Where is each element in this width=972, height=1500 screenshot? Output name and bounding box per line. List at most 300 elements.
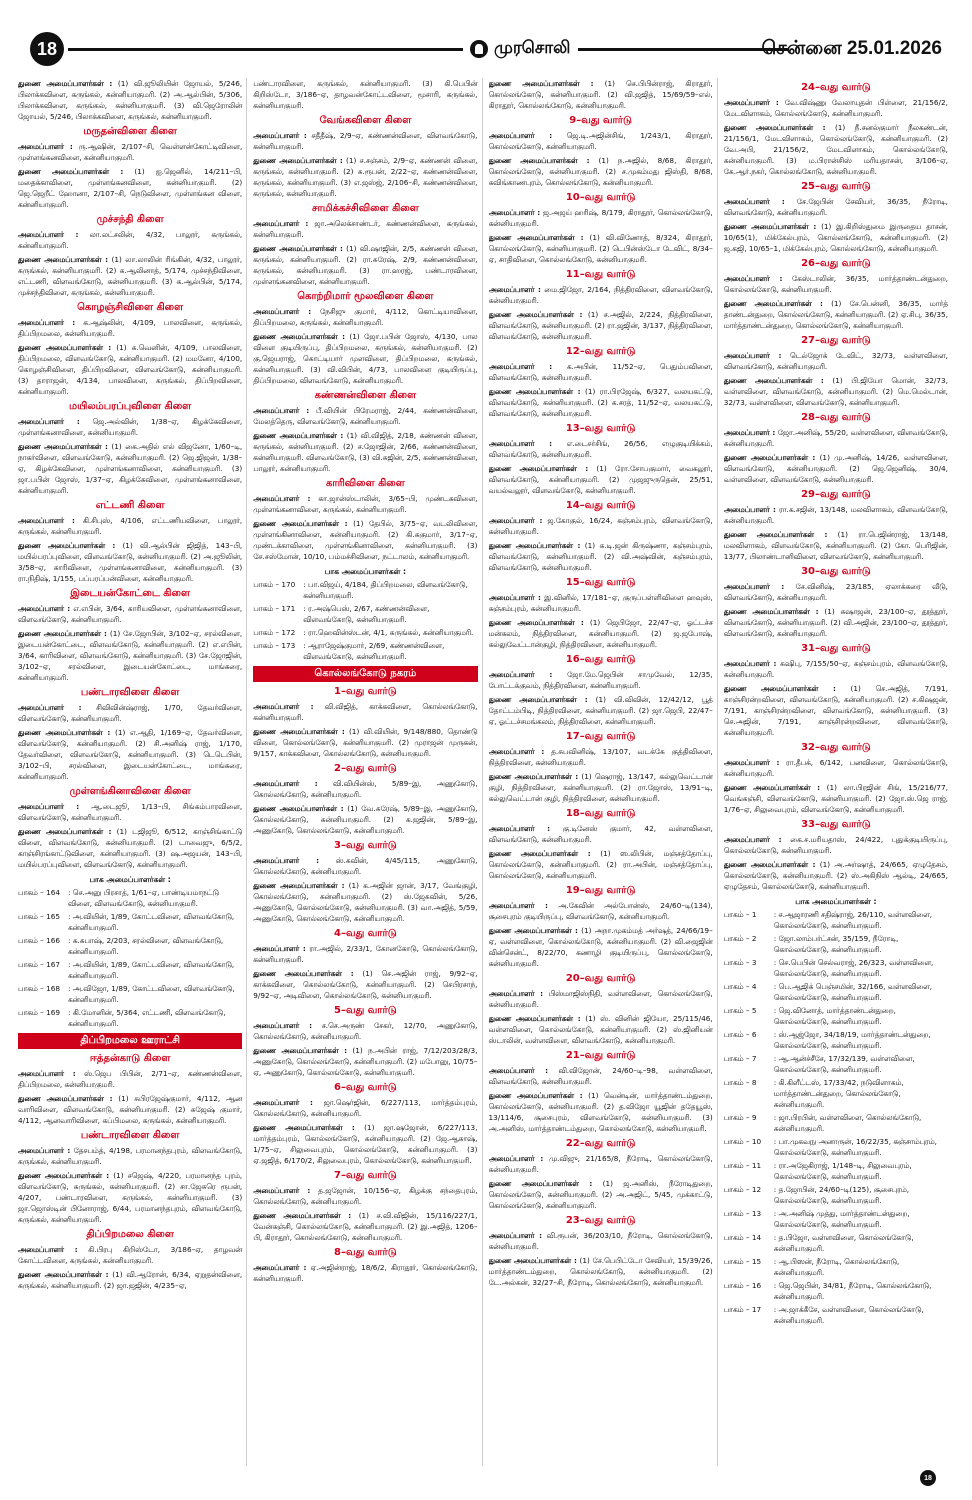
booth-number: பாகம் – 8 <box>723 1078 757 1087</box>
organiser-details: (1) ஜோ.பபின் ஜோஸ், 4/130, பால விளை குடியிருப்பு, திப்பிறமலை, கருங்கல், கன்னியாகுமரி. (2) கு.ஜெயராஜ், கொட்டியார் முளவிளை, திப்பிறமலை, கருங்கல், கன்னியாகுமரி. (3) வி.விபின், 4/73, பாலவிளை குடியிருப்பு, திப்பிறமலை, விளவங்கோடு, கன்னியாகுமரி. <box>253 332 478 385</box>
organiser-details: கி.சிபுஸ், 4/106, எட்டணியவிளை, பாலூர், கருங்கல், கன்னியாகுமரி. <box>18 516 243 536</box>
booth-entry <box>724 1053 948 1075</box>
organiser-entry <box>253 130 477 152</box>
section-heading: 25–வது வார்டு <box>801 181 871 192</box>
organiser-details: மை.ஜிஜோ, 2/164, நித்திரவிளை, விளவங்கோடு, கன்னியாகுமரி. <box>488 285 713 305</box>
role-label: துணை அமைப்பாளர்கள் : <box>18 79 113 88</box>
section-heading: 22–வது வார்டு <box>565 1138 636 1149</box>
organiser-entry <box>489 386 713 419</box>
organiser-details: (1) வென்டின், மார்த்தாண்டம்துறை, கொல்லங்கோடு, கன்னியாகுமரி. (2) த.விஜோ யூஜின் ததேயூஸ், 13/114/6, சூசைபுரம், விளவங்கோடு, கன்னியாகுமரி. (3) அ.அனிஸ், மார்த்தாண்டம்துறை, கொல்லங்கோடு, கன்னியாகுமரி. <box>488 1091 713 1133</box>
role-label: அமைப்பாளர் : <box>488 131 553 140</box>
booth-organiser: : ஜெ.ஜெபின், 34/81, நீரோடி, கொல்லங்கோடு, கன்னியாகுமரி. <box>773 1281 932 1301</box>
organiser-details: (1) லா.பிரஜின் சிங், 15/216/77, வெங்கஞ்சி, விளவங்கோடு, கன்னியாகுமரி. (2) ஜோ.ஸ்.ஜெ ராஜ், 1/76–ஏ, சிலுவைபுரம், விளவங்கோடு, கன்னியாகுமரி. <box>723 783 948 814</box>
role-label: அமைப்பாளர் : <box>253 1263 307 1272</box>
organiser-entry <box>489 925 713 969</box>
organiser-entry <box>489 823 713 845</box>
organiser-entry <box>253 155 477 199</box>
role-label: துணை அமைப்பாளர்கள் : <box>253 881 345 890</box>
section-heading: 33–வது வார்டு <box>801 819 871 830</box>
section-heading: 15–வது வார்டு <box>565 577 636 588</box>
organiser-details: வே.விஷ்ணு வேலாயுதன் பிள்ளை, 21/156/2, மேடவிளாகம், கொல்லங்கோடு, கன்னியாகுமரி. <box>723 98 948 118</box>
organiser-entry <box>489 617 713 650</box>
organiser-details: (1) மு.அனிஷ், 14/26, வள்ளவிளை, விளவங்கோடு, கன்னியாகுமரி. (2) ஜெ.ஜெனிஷ், 30/4, வள்ளவிளை, விளவங்கோடு, கன்னியாகுமரி. <box>723 453 948 484</box>
role-label: துணை அமைப்பாளர்கள் : <box>253 519 348 528</box>
booth-organiser: : ரா.ஹெவின்ஸ்டன், 4/1, கருங்கல், கன்னியாகுமரி. <box>303 628 474 637</box>
section-heading: 28–வது வார்டு <box>801 412 871 423</box>
role-label: அமைப்பாளர் : <box>723 274 783 283</box>
organiser-entry <box>724 350 948 372</box>
role-label: அமைப்பாளர் : <box>253 779 318 788</box>
organiser-details: சிவிவின்ஷ்ராஜ், 1/70, தேவர்விளை, விளவங்கோடு, கன்னியாகுமரி. <box>18 703 243 723</box>
role-label: துணை அமைப்பாளர்கள் : <box>18 629 107 638</box>
booth-organiser: : செ.பெபின் செல்வராஜ், 26/323, வள்ளவிளை, கொல்லங்கோடு, கன்னியாகுமரி. <box>773 958 934 978</box>
role-label: துணை அமைப்பாளர்கள் : <box>723 530 828 539</box>
organiser-details: பண்டாரவிளை, கருங்கல், கன்னியாகுமரி. (3) கி.பெபின் கிறிஸ்டோ, 3/186–ஏ, தாழவன்கோட்டவிளை, மூசாரி, கருங்கல், கன்னியாகுமரி. <box>253 79 478 110</box>
page-number-badge: 18 <box>30 32 64 66</box>
role-label: துணை அமைப்பாளர்கள் : <box>18 1270 109 1279</box>
booth-number: பாகம் – 12 <box>723 1185 762 1194</box>
footer-page-number: 18 <box>920 1470 936 1486</box>
organiser-entry <box>253 1210 477 1243</box>
role-label: துணை அமைப்பாளர்கள் : <box>488 772 579 781</box>
organiser-entry <box>253 1122 477 1166</box>
section-heading: பண்டாரவிளை கிளை <box>80 1130 180 1141</box>
section-heading: கொற்றிமார் மூலவிளை கிளை <box>297 291 434 302</box>
role-label: அமைப்பாளர் : <box>253 307 312 316</box>
booth-number: பாகம் – 2 <box>723 934 757 943</box>
organiser-details: (1) ச.அஜில், 2/224, நித்திரவிளை, விளவங்கோடு, கன்னியாகுமரி. (2) ரா.ஜஜின், 3/137, நித்திரவிளை, விளவங்கோடு, கன்னியாகுமரி. <box>488 310 713 341</box>
booth-number: பாகம் – 6 <box>723 1030 757 1039</box>
booth-organiser: : அ.விஜோ, 1/89, கோட்டவிளை, விளவங்கோடு, கன்னியாகுமரி. <box>68 984 235 1004</box>
organiser-details: ரா.க.சஜின், 13/148, மலவிளாகம், விளவங்கோடு, கன்னியாகுமரி. <box>723 505 949 525</box>
organiser-entry <box>489 78 713 111</box>
organiser-details: சே.வினிஷ், 23/185, ஏலாக்கரை வீடு, விளவங்கோடு, கன்னியாகுமரி. <box>723 582 948 602</box>
organiser-entry <box>489 207 713 229</box>
section-heading: 10–வது வார்டு <box>565 192 636 203</box>
section-heading: 12–வது வார்டு <box>565 346 636 357</box>
section-heading: கண்ணன்விளை கிளை <box>314 390 417 401</box>
booth-entry <box>724 1005 948 1027</box>
organiser-entry <box>253 1097 477 1119</box>
role-label: துணை அமைப்பாளர்கள் : <box>723 123 826 132</box>
booth-number: பாகம் – 4 <box>723 982 757 991</box>
booth-number: பாகம் – 7 <box>723 1054 757 1063</box>
organiser-details: (1) டஜிஜூ, 6/512, காஞ்சிங்காட்டு விளை, விளவங்கோடு, கன்னியாகுமரி. (2) டாவைஜு, 6/5/2, காஞ்சிரங்காட்டுவிளை, கன்னியாகுமரி. (3) ஷ.அஜயன், 143–பி, மயில்பரப்புவிளை, விளவங்கோடு, கன்னியாகுமரி. <box>18 827 243 869</box>
section-heading: 20–வது வார்டு <box>565 973 636 984</box>
paper-name: முரசொலி <box>494 38 571 58</box>
section-heading: மயிலம்பரப்புவிளை கிளை <box>69 401 192 412</box>
organiser-details: ஜெ.அல்வின், 1/38–ஏ, கிழக்கேவிளை, முள்ளங்கனாவிளை, கன்னியாகுமரி. <box>18 417 243 437</box>
booth-number: பாகம் – 16 <box>723 1281 762 1290</box>
booth-number: பாகம் – 11 <box>723 1161 762 1170</box>
organiser-entry <box>18 628 242 683</box>
organiser-entry <box>18 229 242 251</box>
booth-entry <box>724 981 948 1003</box>
column-1 <box>18 78 247 1466</box>
section-heading: 2–வது வார்டு <box>334 763 397 774</box>
organiser-entry <box>489 1230 713 1252</box>
organiser-details: ரு.ஆஷின், 2/107–சி, வெள்ளன்கோட்டிவிளை, முள்ளங்கனவிளை, கன்னியாகுமரி. <box>18 142 243 162</box>
role-label: அமைப்பாளர் : <box>253 406 310 415</box>
role-label: அமைப்பாளர் : <box>488 824 551 833</box>
organiser-entry <box>724 221 948 254</box>
booth-organiser: : ஜெ.வினோத், மார்த்தாண்டன்துறை, கொல்லங்கோடு, கன்னியாகுமரி. <box>773 1006 896 1026</box>
section-heading: 13–வது வார்டு <box>565 423 636 434</box>
organiser-entry <box>253 726 477 759</box>
organiser-details: க.அபின், 11/52–ஏ, பெதும்பவிளை, விளவங்கோடு, கன்னியாகுமரி. <box>488 362 713 382</box>
organiser-details: (1) லா.லாலின் ரிங்கின், 4/32, பாலூர், கருங்கல், கன்னியாகுமரி. (2) க.ஆலினாத், 5/174, முச்சந்திவிளை, எட்டணி, விளவங்கோடு, கன்னியாகுமரி. (3) க.ஆல்பின், 5/174, முச்சந்திவிளை, கருங்கல், கன்னியாகுமரி. <box>18 255 243 297</box>
organiser-details: (1) வி.ஜூலியின் ஜோயல், 5/246, பிலாக்கவிளை, கருங்கல், கன்னியாகுமரி. (2) அ.ஆல்பின், 5/306, பிலாக்கவிளை, கருங்கல், கன்னியாகுமரி. (3) வி.ஜெரோலின் ஜோயல், 5/246, பிலாக்கவிளை, கருங்கல், கன்னியாகுமரி. <box>18 79 243 121</box>
section-heading: பண்டாரவிளை கிளை <box>80 687 180 698</box>
booth-number: பாகம் – 5 <box>723 1006 757 1015</box>
role-label: துணை அமைப்பாளர்கள் : <box>253 1123 355 1132</box>
role-label: துணை அமைப்பாளர்கள் : <box>488 464 589 473</box>
section-heading: 3–வது வார்டு <box>334 840 397 851</box>
masthead-rule-right <box>578 48 788 51</box>
role-label: அமைப்பாளர் : <box>253 702 314 711</box>
organiser-entry <box>18 1269 242 1291</box>
organiser-details: (1) ஷெராஜ், 13/147, கல்லுவெட்டான் குழி, நித்திரவிளை, கன்னியாகுமரி. (2) ரா.ஜோஸ், 13/91–டி, கல்லுவெட்டான் குழி, நித்திரவிளை, கன்னியாகுமரி. <box>488 772 713 803</box>
organiser-details: (1) எ.ஆதி, 1/169–ஏ, தேவர்விளை, விளவங்கோடு, கன்னியாகுமரி. (2) சி.அனிஷ் ராஜ், 1/170, தேவர்விளை, விளவங்கோடு, கன்னியாகுமரி. (3) டெடெபின், 3/102–பி, சரல்விளை, இடையன்கோட்டை, மாங்கரை, கன்னியாகுமரி. <box>18 728 243 781</box>
section-heading: மருதன்விளை கிளை <box>83 126 177 137</box>
role-label: துணை அமைப்பாளர்கள் : <box>488 156 590 165</box>
role-label: அமைப்பாளர் : <box>488 747 545 756</box>
organiser-details: (1) ஐ.ஜெனில், 14/211–பி, மதைக்காவிளை, முள்ளங்கனவிளை, கன்னியாகுமரி. (2) ஜெ.ஜெறீட் ஹோனா, 2/107–சி, நெடுவிளை, முள்ளங்கன விளை, கன்னியாகுமரி. <box>18 167 243 209</box>
organiser-details: ரா.தீபக், 6/142, பனவிளை, கொல்லங்கோடு, கன்னியாகுமரி. <box>723 758 948 778</box>
section-heading: 27–வது வார்டு <box>801 335 871 346</box>
organiser-entry <box>724 581 948 603</box>
booth-organiser: : அ.அனிஷ் முத்து, மார்த்தாண்டன்துறை, கொல்லங்கோடு, கன்னியாகுமரி. <box>773 1209 910 1229</box>
booth-number: பாகம் – 10 <box>723 1137 762 1146</box>
organiser-details: (1) சே.பென்னி, 36/35, மார்த் தாண்டன்துறை, கொல்லங்கோடு, கன்னியாகுமரி. (2) ஏ.சிபு, 36/35, மார்த்தாண்டன்துறை, கொல்லங்கோடு, கன்னியாகுமரி. <box>723 299 948 330</box>
section-heading: 5–வது வார்டு <box>334 1005 397 1016</box>
organiser-details: ஜோ.மே.ஜெபின் சாமுவேல், 12/35, போட்டக்குவம், நித்திரவிளை, கன்னியாகுமரி. <box>488 670 713 690</box>
organiser-details: (1) ஜ.அனிஸ், நீரோடிதுறை, கொல்லங்கோடு, கன்னியாகுமரி. (2) அ.அஜிட், 5/45, முக்காட்டு, கொல்லங்கோடு, கன்னியாகுமரி. <box>488 1179 713 1210</box>
organiser-details: இ.வினில், 17/181–ஏ, குருப்பள்ளிவிளை ஹவுஸ், கஞ்சம்புரம், கன்னியாகுமரி. <box>488 593 713 613</box>
organiser-entry <box>18 1068 242 1090</box>
organiser-details: (1) நீ.சனல்குமார் நீலகண்டன், 21/156/1, மேடவிளாகம், கொல்லங்கோடு, கன்னியாகுமரி. (2) வே.அபி, 21/156/2, மேடவிளாகம், கொல்லங்கோடு, கன்னியாகுமரி. (3) ம.பிரான்சிஸ் மரியதாசன், 3/106–ஏ, கே.ஆர்.நகர், கொல்லங்கோடு, கன்னியாகுமரி. <box>723 123 948 176</box>
organiser-details: நேசிஜு குமார், 4/112, கொட்டியாவிளை, திப்பிறமலை, கருங்கல், கன்னியாகுமரி. <box>253 307 478 327</box>
organiser-entry <box>253 968 477 1001</box>
organiser-details: (1) அநா.முகம்மத் அர்ஷத், 24/66/19–ஏ, வள்ளவிளை, கொல்லங்கோடு, கன்னியாகுமரி. (2) வி.ஜைஜின் வின்சென்ட், 8/22/70, கணாழி குடியிருப்பு, கொல்லங்கோடு, கன்னியாகுமரி. <box>488 926 713 968</box>
booth-entry <box>18 959 242 981</box>
organiser-entry <box>18 826 242 870</box>
organiser-entry <box>724 298 948 331</box>
role-label: துணை அமைப்பாளர்கள் : <box>488 541 581 550</box>
organiser-details: (1) க.டி.ஜன் கிருஷ்ணா, கஞ்சம்புரம், விளவங்கோடு, கன்னியாகுமரி. (2) வி.அஷ்வின், கஞ்சம்புரம், விளவங்கோடு, கன்னியாகுமரி. <box>488 541 713 572</box>
booth-organiser: : கி.மோனின், 5/364, எட்டணி, விளவங்கோடு, கன்னியாகுமரி. <box>68 1008 226 1028</box>
booth-entry <box>724 957 948 979</box>
booth-entry <box>18 887 242 909</box>
organiser-entry <box>253 218 477 240</box>
role-label: துணை அமைப்பாளர்கள் : <box>488 926 578 935</box>
column-3 <box>489 78 718 1466</box>
role-label: அமைப்பாளர் : <box>253 131 307 140</box>
organiser-entry <box>724 375 948 408</box>
role-label: அமைப்பாளர் : <box>253 944 306 953</box>
organiser-details: ஏ.அஜின்ராஜ், 18/6/2, கிராதூர், கொல்லங்கோடு, கன்னியாகுமரி. <box>253 1263 478 1283</box>
role-label: அமைப்பாளர் : <box>723 197 785 206</box>
role-label: அமைப்பாளர் : <box>253 1186 311 1195</box>
booth-number: பாகம் – 3 <box>723 958 757 967</box>
role-label: அமைப்பாளர் : <box>18 802 80 811</box>
organiser-entry <box>489 1153 713 1175</box>
organiser-details: வி.ரூபன், 36/203/10, நீரோடி, கொல்லங்கோடு, கன்னியாகுமரி. <box>488 1231 713 1251</box>
booth-number: பாகம் – 170 <box>253 580 296 589</box>
role-label: துணை அமைப்பாளர்கள் : <box>488 233 584 242</box>
column-4 <box>724 78 952 1466</box>
organiser-entry <box>253 778 477 800</box>
booth-entry <box>253 640 477 662</box>
organiser-entry <box>253 943 477 965</box>
organiser-details: (1) ஸ். வினின் ஜியோ, 25/115/46, வள்ளவிளை, கொல்லங்கோடு, கன்னியாகுமரி. (2) ஸ்.ஜினியன் ஸ்டாலின், வள்ளவிளை, விளவங்கோடு, கன்னியாகுமரி. <box>488 1014 713 1045</box>
organiser-entry <box>253 331 477 386</box>
booth-entry <box>253 627 477 638</box>
booth-organiser: : பா.விஜய், 4/184, திப்பிறமலை, விளவங்கோடு, கன்னியாகுமரி. <box>303 580 468 600</box>
booth-list-title: பாக அமைப்பாளர்கள் : <box>324 567 407 576</box>
organiser-details: வி.வியின்ஸ், 5/89–இ, அணுகோடு, கொல்லங்கோடு, கன்னியாகுமரி. <box>253 779 478 799</box>
role-label: துணை அமைப்பாளர்கள் : <box>253 1211 352 1220</box>
organiser-details: ஜெ.டி.அஜின்சிங், 1/243/1, கிராதூர், கொல்லங்கோடு, கன்னியாகுமரி. <box>488 131 713 151</box>
organiser-entry <box>724 97 948 119</box>
role-label: துணை அமைப்பாளர்கள் : <box>253 1046 348 1055</box>
role-label: அமைப்பாளர் : <box>18 1245 78 1254</box>
organiser-details: த.ஜஜோன், 10/156–ஏ, கிழக்கு சந்தைபுரம், கொல்லங்கோடு, கன்னியாகுமரி. <box>253 1186 478 1206</box>
booth-number: பாகம் – 1 <box>723 910 757 919</box>
booth-entry <box>724 909 948 931</box>
organiser-entry <box>724 757 948 779</box>
article-columns <box>18 78 952 1466</box>
organiser-details: (1) ந.அபின் ராஜ், 7/12/203/28/3, அணுகோடு, கொல்லங்கோடு, கன்னியாகுமரி. (2) மபோனு, 10/75–ஏ, அணுகோடு, கொல்லங்கோடு, கன்னியாகுமரி. <box>253 1046 478 1077</box>
booth-number: பாகம் – 167 <box>18 960 60 969</box>
organiser-entry <box>489 1255 713 1288</box>
booth-number: பாகம் – 14 <box>723 1233 762 1242</box>
role-label: துணை அமைப்பாளர்கள் : <box>253 727 345 736</box>
role-label: அமைப்பாளர் : <box>723 659 777 668</box>
organiser-details: (1) செ.பிபின்ராஜ், கிராதூர், கொல்லங்கோடு, கன்னியாகுமரி. (2) வி.ஜஜித், 15/69/59–எல், கிராதூர், கொல்லங்கோடு, கன்னியாகுமரி. <box>488 79 713 110</box>
organiser-details: எ.எபின், 3/64, காரியவிளை, முள்ளங்கனாவிளை, விளவங்கோடு, கன்னியாகுமரி. <box>18 604 243 624</box>
booth-entry <box>724 1112 948 1134</box>
organiser-details: (1) வி.ஷாஜின், 2/5, கண்ணன் விளை, கருங்கல், கன்னியாகுமரி. (2) ரா.சுரேஷ், 2/9, கண்ணன்விளை, கருங்கல், கன்னியாகுமரி. (3) ரா.ஹரஜ், பண்டாரவிளை, முள்ளங்கனவிளை, கன்னியாகுமரி. <box>253 244 478 286</box>
organiser-details: டெல்ஜோக் டேவிட், 32/73, வள்ளவிளை, விளவங்கோடு, கன்னியாகுமரி. <box>723 351 949 371</box>
organiser-details: (1) ரா.பெஜின்ராஜ், 13/148, மலவிளாகம், விளவங்கோடு, கன்னியாகுமரி. (2) கோ. பெரிஜின், 13/77, பிலாண்டானிவிளை, விளவங்கோடு, கன்னியாகுமரி. <box>723 530 948 561</box>
booth-number: பாகம் – 9 <box>723 1113 757 1122</box>
organiser-entry <box>18 1170 242 1225</box>
section-heading: வேங்கவிளை கிளை <box>319 115 412 126</box>
organiser-entry <box>18 1145 242 1167</box>
role-label: அமைப்பாளர் : <box>488 670 553 679</box>
booth-number: பாகம் – 17 <box>723 1305 762 1314</box>
dateline: சென்னை 25.01.2026 <box>761 38 942 59</box>
role-label: அமைப்பாளர் : <box>18 604 71 613</box>
organiser-entry <box>253 405 477 427</box>
organiser-details: ஜா.அலெக்சாண்டர், கண்ணன்விளை, கருங்கல், கன்னியாகுமரி. <box>253 219 478 239</box>
section-heading: சாமிக்கச்சிவிளை கிளை <box>311 203 419 214</box>
role-label: அமைப்பாளர் : <box>723 582 785 591</box>
organiser-details: கா.ஜான்ஸ்டாலின், 3/65–பி, முண்டகவிளை, முள்ளங்கனாவிளை, கருங்கல், கன்னியாகுமரி. <box>253 494 478 514</box>
organiser-details: பீ.வியின் பிரேமராஜ், 2/44, கண்ணன்விளை, மேலத்தெரு, விளவங்கோடு, கன்னியாகுமரி. <box>253 406 478 426</box>
role-label: அமைப்பாளர் : <box>488 989 544 998</box>
booth-organiser: : அ.வியின், 1/89, கோட்டவிளை, விளவங்கோடு, கன்னியாகுமரி. <box>68 960 235 980</box>
role-label: துணை அமைப்பாளர்கள் : <box>723 607 819 616</box>
role-label: அமைப்பாளர் : <box>723 758 780 767</box>
organiser-entry <box>724 782 948 815</box>
organiser-details: (1) ஜெபிஜோ, 22/47–ஏ, ஓட்டச்ச மன்கலம், நித்திரவிளை, கன்னியாகுமரி. (2) ஜ.ஜபோஷ், கல்லுவேட்டான்குழி, நித்திரவிளை, கன்னியாகுமரி. <box>488 618 713 649</box>
role-label: துணை அமைப்பாளர்கள் : <box>488 849 591 858</box>
organiser-entry <box>253 306 477 328</box>
organiser-entry <box>253 1020 477 1042</box>
role-label: அமைப்பாளர் : <box>723 835 782 844</box>
organiser-entry <box>18 254 242 298</box>
section-heading: 24–வது வார்டு <box>801 82 871 93</box>
section-heading: காரிவிளை கிளை <box>325 478 405 489</box>
section-heading: 6–வது வார்டு <box>334 1082 397 1093</box>
role-label: துணை அமைப்பாளர்கள் : <box>253 332 346 341</box>
booth-entry <box>253 603 477 625</box>
role-label: அமைப்பாளர் : <box>18 703 82 712</box>
organiser-entry <box>253 493 477 515</box>
organiser-details: தேசபம்த், 4/198, பரமானந்தபுரம், விளவங்கோடு, கருங்கல், கன்னியாகுமரி. <box>18 1146 243 1166</box>
organiser-entry <box>489 592 713 614</box>
booth-number: பாகம் – 13 <box>723 1209 762 1218</box>
organiser-details: (1) க.அஜின் ஜான், 3/17, வேங்குழி, கொல்லங்கோடு, கன்னியாகுமரி. (2) ஸ்.ஜேசுவின், 5/26, அணுகோடு, கொல்லங்கோடு, கன்னியாகுமரி. (3) வா.அஜித், 5/59, அணுகோடு, கொல்லங்கோடு, கன்னியாகுமரி. <box>253 881 478 923</box>
organiser-entry <box>18 1244 242 1266</box>
role-label: அமைப்பாளர் : <box>488 516 543 525</box>
organiser-entry <box>724 606 948 639</box>
role-label: துணை அமைப்பாளர்கள் : <box>253 969 354 978</box>
organiser-entry <box>18 166 242 210</box>
booth-organiser: : ச.ஆஜாரணி சதிஷ்ராஜ், 26/110, வள்ளவிளை, கொல்லங்கோடு, கன்னியாகுமரி. <box>773 910 933 930</box>
role-label: துணை அமைப்பாளர்கள் : <box>18 255 108 264</box>
role-label: துணை அமைப்பாளர்கள் : <box>723 783 821 792</box>
area-banner: கொல்லங்கோடு நகரம் <box>253 666 477 682</box>
organiser-entry <box>489 1090 713 1134</box>
booth-organiser: : ர.அஷ்பெஸ், 2/67, கண்ணன்விளை, விளவங்கோடு, கன்னியாகுமரி. <box>303 604 430 624</box>
role-label: அமைப்பாளர் : <box>488 1066 549 1075</box>
booth-number: பாகம் – 15 <box>723 1257 762 1266</box>
role-label: துணை அமைப்பாளர்கள் : <box>253 804 344 813</box>
role-label: அமைப்பாளர் : <box>253 219 309 228</box>
booth-number: பாகம் – 166 <box>18 936 60 945</box>
organiser-entry <box>489 1065 713 1087</box>
organiser-entry <box>489 361 713 383</box>
role-label: துணை அமைப்பாளர்கள் : <box>723 684 836 693</box>
role-label: அமைப்பாளர் : <box>18 142 73 151</box>
organiser-details: ஆ.டைஜூ, 1/13–பி, சிங்கம்பாரவிளை, விளவங்கோடு, கன்னியாகுமரி. <box>18 802 243 822</box>
booth-organiser: : க.கபாஷ், 2/203, சரல்விளை, விளவங்கோடு, கன்னியாகுமரி. <box>68 936 224 956</box>
role-label: துணை அமைப்பாளர்கள் : <box>723 222 817 231</box>
organiser-entry <box>18 78 242 122</box>
role-label: துணை அமைப்பாளர்கள் : <box>723 376 824 385</box>
section-heading: திப்பிறமலை கிளை <box>86 1229 174 1240</box>
organiser-entry <box>489 771 713 804</box>
organiser-details: கை.ச.மரியதாஸ், 24/422, புதுக்குடியிருப்பு, கொல்லங்கோடு, கன்னியாகுமரி. <box>723 835 948 855</box>
role-label: அமைப்பாளர் : <box>18 417 80 426</box>
organiser-entry <box>18 342 242 397</box>
organiser-entry <box>18 603 242 625</box>
role-label: துணை அமைப்பாளர்கள் : <box>488 310 583 319</box>
role-label: அமைப்பாளர் : <box>488 439 553 448</box>
organiser-entry <box>253 880 477 924</box>
organiser-entry <box>18 416 242 438</box>
role-label: துணை அமைப்பாளர்கள் : <box>488 387 581 396</box>
role-label: அமைப்பாளர் : <box>723 98 779 107</box>
section-heading: 19–வது வார்டு <box>565 885 636 896</box>
organiser-entry <box>724 504 948 526</box>
organiser-details: (1) இ.கிறிஸ்துமை இருதைய தாசன், 10/65(1), மிக்கேல்புரம், கொல்லங்கோடு, கன்னியாகுமரி. (2) ஜ.கஜி, 10/65–1, மிக்கேல்புரம், கொல்லங்கோடு, கன்னியாகுமரி. <box>723 222 948 253</box>
booth-organiser: : பா.முகவநு அனாருன், 16/22/35, கஞ்சாம்புரம், கொல்லங்கோடு, கன்னியாகுமரி. <box>773 1137 937 1157</box>
organiser-entry <box>724 122 948 177</box>
booth-entry <box>724 1029 948 1051</box>
organiser-entry <box>724 529 948 562</box>
section-heading: 7–வது வார்டு <box>334 1170 397 1181</box>
organiser-details: (1) ஸ.லிபின், மஞ்சத்தோப்பு, கொல்லங்கோடு, கன்னியாகுமரி. (2) ரா.அபின், மஞ்சத்தோப்பு, கொல்லங்கோடு, கன்னியாகுமரி. <box>488 849 713 880</box>
organiser-entry <box>489 1013 713 1046</box>
organiser-entry <box>724 683 948 738</box>
organiser-entry <box>489 438 713 460</box>
organiser-details: (1) செ.அஜித், 7/191, காஞ்சிரன்றவிளை, விளவங்கோடு, கன்னியாகுமரி. (2) ச.கிஷஜன், 7/191, காஞ்சிரன்றவிளை, விளவங்கோடு, கன்னியாகுமரி. (3) செ.அஜின், 7/191, காஞ்சிரன்றவிளை, விளவங்கோடு, கன்னியாகுமரி. <box>723 684 948 737</box>
organiser-entry <box>18 540 242 584</box>
organiser-details: (1) ரா.பிரஜேஷ், 6/327, வலயகட்டு, விளவங்கோடு, கன்னியாகுமரி. (2) க.சரத், 11/52–ஏ, வலயகட்டு, விளவங்கோடு, கன்னியாகுமரி. <box>488 387 713 418</box>
role-label: அமைப்பாளர் : <box>723 505 776 514</box>
organiser-entry <box>253 430 477 474</box>
organiser-details: கி.பிரபு கிறிஸ்டோ, 3/186–ஏ, தாழவன் கோட்டவிளை, கருங்கல், கன்னியாகுமரி. <box>18 1245 243 1265</box>
area-banner: திப்பிறமலை ஊராட்சி <box>18 1033 242 1049</box>
role-label: துணை அமைப்பாளர்கள் : <box>253 431 344 440</box>
booth-organiser: : ஆராஜேஷ்குமார், 2/69, கண்ணன்விளை, விளவங்கோடு, கன்னியாகுமரி. <box>303 641 445 661</box>
organiser-details: சுஷிபு, 7/155/50–ஏ, கஞ்சம்புரம், விளவங்கோடு, கன்னியாகுமரி. <box>723 659 948 679</box>
role-label: துணை அமைப்பாளர்கள் : <box>488 695 588 704</box>
organiser-entry <box>724 427 948 449</box>
organiser-details: (1) சுபிரஜேஷ்குமார், 4/112, ஆன வாரிவிளை, விளவங்கோடு, கன்னியாகுமரி. (2) சுஜேஷ் குமார், 4/112, ஆனவாரிவிளை, கப்பிமலை, கருங்கல், கன்னியாகுமரி. <box>18 1094 243 1125</box>
booth-entry <box>18 911 242 933</box>
booth-entry <box>724 1256 948 1278</box>
booth-entry <box>724 1280 948 1302</box>
section-heading: 9–வது வார்டு <box>569 115 632 126</box>
role-label: அமைப்பாளர் : <box>18 1069 76 1078</box>
organiser-entry <box>489 900 713 922</box>
role-label: அமைப்பாளர் : <box>488 208 541 217</box>
organiser-entry <box>253 701 477 723</box>
role-label: அமைப்பாளர் : <box>488 1154 544 1163</box>
organiser-entry <box>18 515 242 537</box>
organiser-details: (1) தேபில், 3/75–ஏ, வடலிவிளை, முள்ளங்கினாவிளை, கன்னியாகுமரி. (2) கி.சுகுமார், 3/17–ஏ, முண்டக்காவிளை, முள்ளங்கினாவிளை, கன்னியாகுமரி. (3) சே.சஸ்மோன், 10/10, பம்மச்சிவிளை, நட்டாலம், கன்னியாகுமரி. <box>253 519 478 561</box>
organiser-details: (1) வி.ஆரோன், 6/34, ஏறுதன்விளை, கருங்கல், கன்னியாகுமரி. (2) ஜா.ஜஜின், 4/235–ஏ, <box>18 1270 243 1290</box>
organiser-details: ரா.அஜில், 2/33/1, கோனகோடு, கொல்லங்கோடு, கன்னியாகுமரி. <box>253 944 478 964</box>
organiser-details: (1) வி.வியின், 9/148/880, தொண்டு விளை, கொல்லங்கோடு, கன்னியாகுமரி. (2) முராஜன் முருகன், 9/157, காக்கவிளை, கொல்லங்கோடு, கன்னியாகுமரி. <box>253 727 478 758</box>
section-heading: முச்சந்தி கிளை <box>96 214 164 225</box>
section-heading: 8–வது வார்டு <box>334 1247 397 1258</box>
role-label: துணை அமைப்பாளர்கள் : <box>18 728 111 737</box>
organiser-entry <box>489 309 713 342</box>
organiser-details: ஜோ.அனிஷ், 55/20, வள்ளவிளை, விளவங்கோடு, கன்னியாகுமரி. <box>723 428 949 448</box>
section-heading: 14–வது வார்டு <box>565 500 636 511</box>
organiser-entry <box>724 658 948 680</box>
organiser-entry <box>724 452 948 485</box>
section-heading: 23–வது வார்டு <box>565 1215 636 1226</box>
organiser-details: (1) வி.விணோத், 8/324, கிராதூர், கொல்லங்கோடு, கன்னியாகுமரி. (2) டெபின்ஸ்டோ டேவிட், 8/34–ஏ, சாதிவிளை, கொல்லங்கோடு, கன்னியாகுமரி. <box>488 233 713 264</box>
organiser-entry <box>253 1262 477 1284</box>
section-heading: கொழஞ்சிவிளை கிளை <box>77 302 184 313</box>
section-heading: 26–வது வார்டு <box>801 258 871 269</box>
organiser-entry <box>724 859 948 892</box>
booth-number: பாகம் – 168 <box>18 984 60 993</box>
organiser-details: (1) அ.அர்ஷாத், 24/665, ஏழுதேசம், கொல்லங்கோடு, கன்னியாகுமரி. (2) ஸ்.அகிநிஸ் ஆல்டி, 24/665, ஏழுதேசம், கொல்லங்கோடு, கன்னியாகுமரி. <box>723 860 948 891</box>
section-heading: எட்டணி கிளை <box>95 500 165 511</box>
section-heading: 29–வது வார்டு <box>801 489 871 500</box>
organiser-entry <box>18 141 242 163</box>
role-label: துணை அமைப்பாளர்கள் : <box>253 156 343 165</box>
